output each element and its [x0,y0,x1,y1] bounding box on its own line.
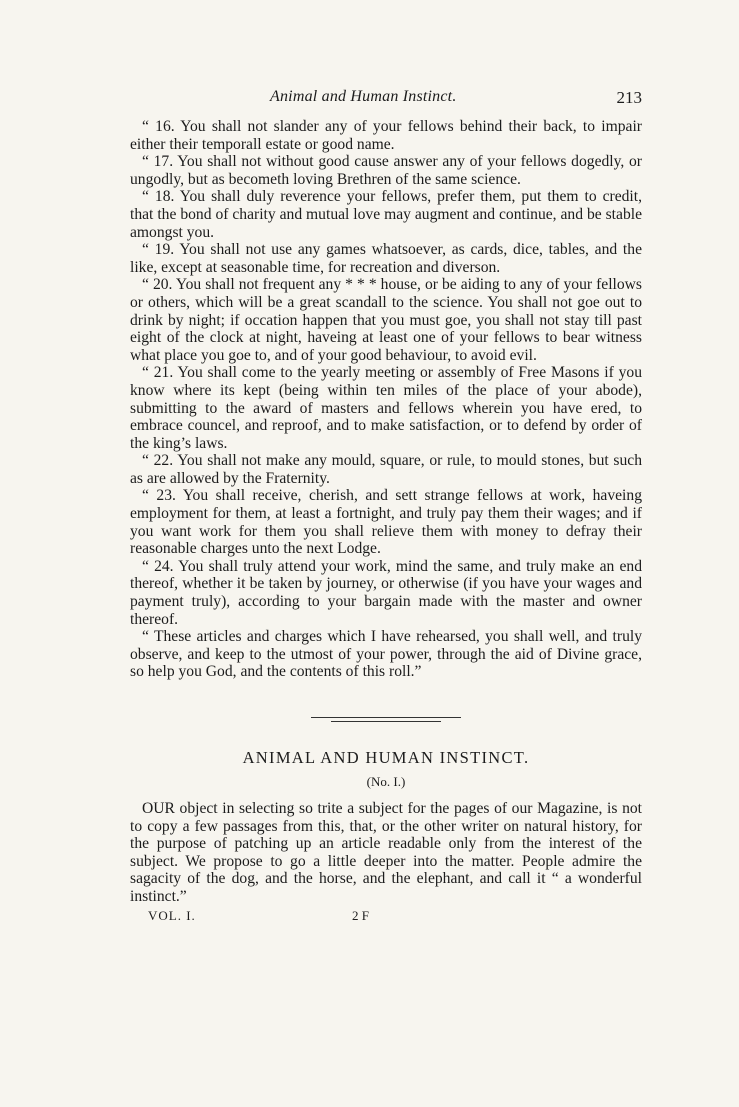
page-number: 213 [616,88,642,107]
article-17: “ 17. You shall not without good cause answer any of your fellows dogedly, or ungodly, but as becometh loving Brethren of the same science. [130,153,642,188]
article-23: “ 23. You shall receive, cherish, and sett strange fellows at work, haveing employment for them, at least a fortnight, and truly pay them their wages; and if you want work for them you shall relieve them with money to defray their reasonable charges unto the next Lodge. [130,487,642,558]
document-page [130,88,642,928]
section-number: (No. I.) [366,774,406,789]
article-19: “ 19. You shall not use any games whatsoever, as cards, dice, tables, and the like, except at seasonable time, for recreation and diverson. [130,241,642,276]
intro-paragraph: OUR object in selecting so trite a subject for the pages of our Magazine, is not to copy a few passages from this, that, or the other writer on natural history, for the purpose of patching up an article readable only from the interest of the subject. We propose to go a little deeper into the matter. People admire the sagacity of the dog, and the horse, and the elephant, and call it “ a wonderful instinct.” [130,800,642,905]
divider-line-top [311,717,461,718]
signature-mark: 2 F [352,907,369,923]
running-title: Animal and Human Instinct. [270,88,457,105]
divider-line-bottom [331,721,441,722]
section-body [130,800,642,906]
article-20: “ 20. You shall not frequent any * * * house, or be aiding to any of your fellows or others, which will be a great scandall to the science. You shall not goe out to drink by night; if occation happen that you must goe, you shall not stay till past eight of the clock at night, haveing at least one of your fellows to bear witness what place you goe to, and of your good behaviour, to avoid evil. [130,276,642,364]
volume-mark: VOL. I. [148,907,196,923]
articles-list [130,118,642,681]
page-footer [130,908,642,928]
article-16: “ 16. You shall not slander any of your fellows behind their back, to impair either their temporall estate or good name. [130,118,642,153]
article-18: “ 18. You shall duly reverence your fellows, prefer them, put them to credit, that the bond of charity and mutual love may augment and continue, and be stable amongst you. [130,188,642,241]
article-21: “ 21. You shall come to the yearly meeting or assembly of Free Masons if you know where its kept (being within ten miles of the place of your abode), submitting to the award of masters and fellows wherein you have ered, to embrace councel, and reproof, and to make satisfaction, or to defend by order of the king’s laws. [130,364,642,452]
section-title: ANIMAL AND HUMAN INSTINCT. [242,748,530,767]
section-divider [311,717,461,722]
article-22: “ 22. You shall not make any mould, square, or rule, to mould stones, but such as are allowed by the Fraternity. [130,452,642,487]
running-head [130,88,642,118]
article-24: “ 24. You shall truly attend your work, mind the same, and truly make an end thereof, whether it be taken by journey, or otherwise (if you have your wages and payment truly), according to your bargain made with the master and owner thereof. [130,557,642,628]
closing-charge: “ These articles and charges which I have rehearsed, you shall well, and truly observe, and keep to the utmost of your power, through the aid of Divine grace, so help you God, and the contents of this roll.” [130,628,642,681]
